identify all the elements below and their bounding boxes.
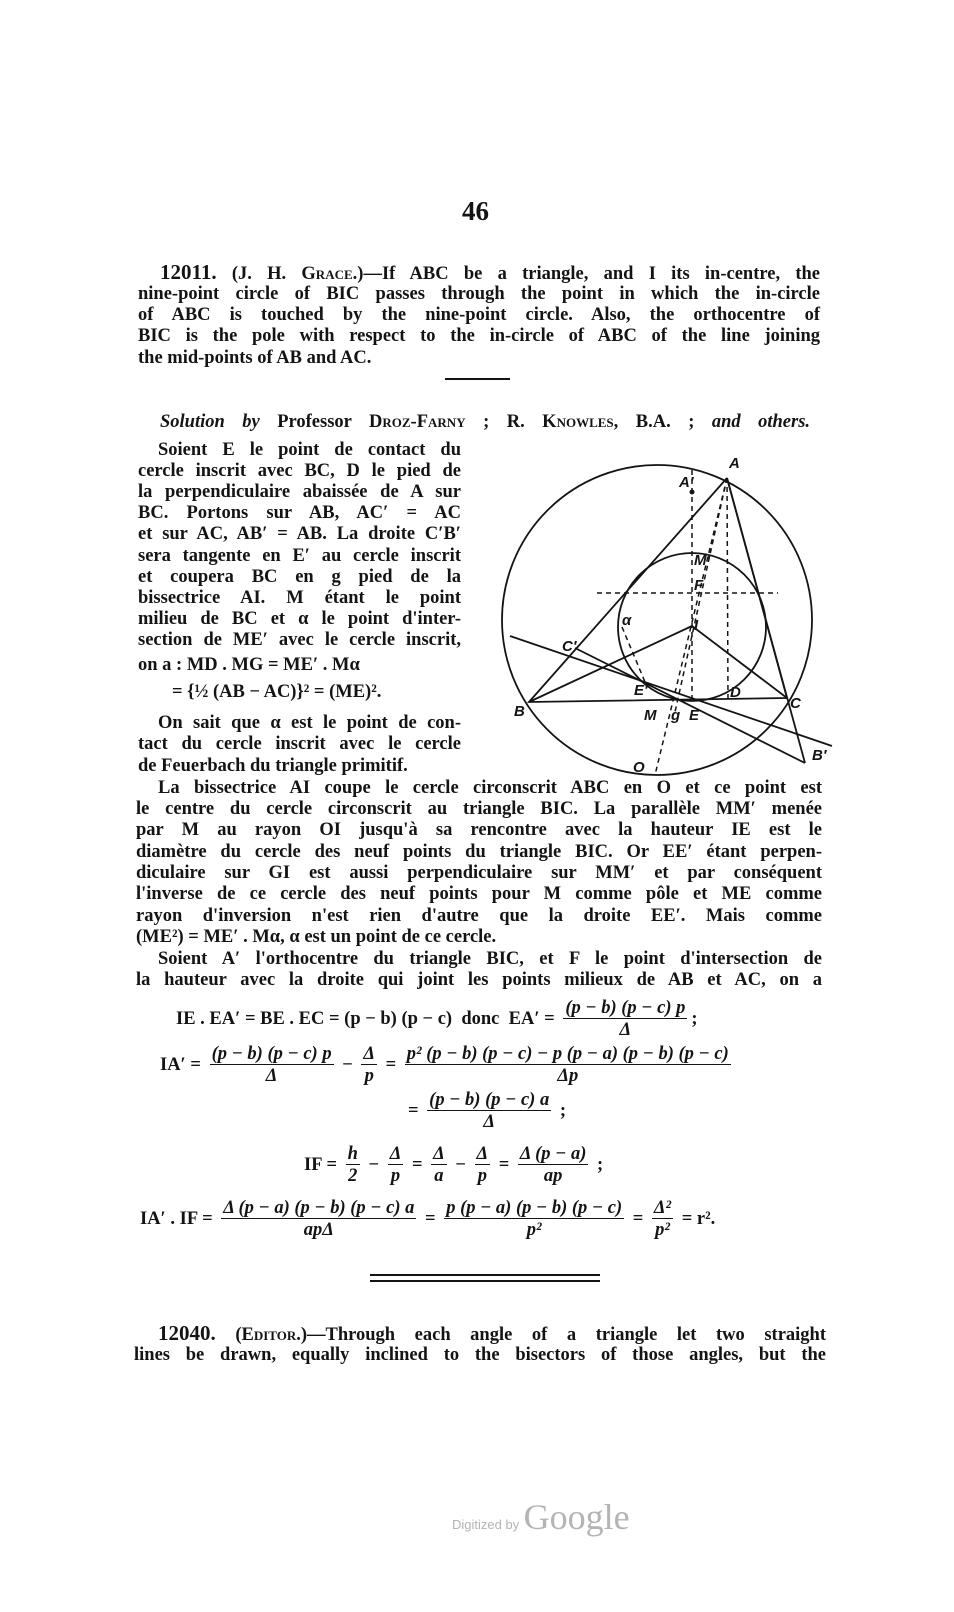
fraction — [427, 1090, 551, 1133]
question-12011-line-2: nine-point circle of BIC passes through the point in which the in-circle — [138, 284, 820, 304]
label-m-prime: M′ — [694, 552, 711, 569]
question-12011-line-5: the mid-points of AB and AC. — [138, 348, 372, 368]
left-line: tact du cercle inscrit avec le cercle — [138, 734, 461, 754]
fraction — [405, 1044, 731, 1087]
label-o: O — [633, 759, 645, 776]
eq-text: ; — [592, 1155, 604, 1175]
question-12011-line-4: BIC is the pole with respect to the in-circle of ABC of the line joining — [138, 326, 820, 346]
eq-text: ; — [555, 1101, 566, 1121]
label-alpha: α — [622, 612, 632, 629]
body-line: diamètre du cercle des neuf points du triangle BIC. Or EE′ étant perpen- — [136, 842, 822, 862]
equation-2 — [160, 1044, 735, 1087]
fraction — [563, 998, 687, 1041]
body-line: par M au rayon OI jusqu'à sa rencontre avec la hauteur IE est le — [136, 820, 822, 840]
numerator: (p − b) (p − c) p — [211, 1044, 332, 1064]
label-g: g — [671, 707, 681, 724]
body-line: le centre du cercle circonscrit au triangle BIC. La parallèle MM′ menée — [136, 799, 822, 819]
denominator: Δ — [619, 1020, 632, 1040]
label-b-prime: B′ — [812, 747, 827, 764]
eq-text: IE . EA′ = BE . EC = (p − b) (p − c) donc EA′ = — [176, 1009, 560, 1029]
numerator: (p − b) (p − c) a — [429, 1090, 550, 1110]
body-line: (ME²) = ME′ . Mα, α est un point de ce cercle. — [136, 927, 497, 947]
fraction — [210, 1044, 334, 1087]
question-12011-line-3: of ABC is touched by the nine-point circle. Also, the orthocentre of — [138, 305, 820, 325]
body-line: La bissectrice AI coupe le cercle circonscrit ABC en O et ce point est — [158, 778, 822, 798]
dashed-a-g — [675, 478, 727, 712]
fraction — [444, 1198, 624, 1241]
left-line: on a : MD . MG = ME′ . Mα — [138, 655, 360, 675]
fraction — [652, 1198, 673, 1241]
eq-text: = r². — [677, 1209, 716, 1229]
numerator: (p − b) (p − c) p — [565, 998, 686, 1018]
numerator: Δ² — [653, 1198, 672, 1218]
left-line: cercle inscrit avec BC, D le pied de — [138, 461, 461, 481]
eq-text: = — [494, 1155, 514, 1175]
denominator: a — [434, 1166, 444, 1186]
denominator: p — [477, 1166, 487, 1186]
equation-5 — [140, 1198, 715, 1241]
left-line: et coupera BC en g pied de la — [138, 567, 461, 587]
numerator: h — [347, 1144, 358, 1164]
left-line: On sait que α est le point de con- — [158, 713, 461, 733]
label-i: I — [694, 617, 699, 634]
eq-text: = — [408, 1101, 424, 1121]
solution-header — [160, 411, 810, 433]
body-line: la hauteur avec la droite qui joint les points milieux de AB et AC, on a — [136, 970, 822, 990]
question-12040-line-2: lines be drawn, equally inclined to the bisectors of those angles, but the — [134, 1345, 826, 1365]
digitized-text: Digitized by — [452, 1517, 520, 1532]
denominator: p² — [655, 1220, 670, 1240]
fraction — [431, 1144, 447, 1187]
question-text: —If ABC be a triangle, and I its in-centre, the — [363, 264, 821, 284]
denominator: Δp — [557, 1066, 579, 1086]
double-divider-bottom — [370, 1280, 600, 1282]
left-line: BC. Portons sur AB, AC′ = AC — [138, 503, 461, 523]
label-d: D — [730, 684, 741, 701]
left-line: milieu de BC et α le point d'inter- — [138, 609, 461, 629]
solver-2: R. Knowles — [506, 412, 614, 432]
fraction — [221, 1198, 416, 1241]
body-line: l'inverse de ce cercle des neuf points pour M comme pôle et ME comme — [136, 884, 822, 904]
eq-text: = — [381, 1055, 401, 1075]
fraction — [346, 1144, 360, 1187]
numerator: Δ — [476, 1144, 489, 1164]
question-number: 12040. — [158, 1321, 216, 1345]
numerator: Δ (p − a) — [519, 1144, 587, 1164]
question-number: 12011. — [160, 260, 217, 284]
eq-text: − — [363, 1155, 384, 1175]
question-author: (Editor.) — [235, 1325, 307, 1345]
left-line: la perpendiculaire abaissée de A sur — [138, 482, 461, 502]
body-line: diculaire sur GI est aussi perpendiculaire sur MM′ et par conséquent — [136, 863, 822, 883]
line-a-bprime — [727, 478, 805, 763]
label-a-prime: A′ — [679, 474, 694, 491]
tangent-line — [510, 636, 832, 746]
left-line: section de ME′ avec le cercle inscrit, — [138, 630, 461, 650]
denominator: p — [390, 1166, 401, 1186]
fraction — [361, 1044, 377, 1087]
solver-separator: ; — [483, 412, 490, 432]
denominator: apΔ — [303, 1220, 334, 1240]
question-12040-line-1 — [158, 1322, 826, 1344]
label-c: C — [790, 695, 801, 712]
question-author: (J. H. Grace.) — [231, 264, 364, 284]
denominator: 2 — [348, 1166, 358, 1186]
denominator: Δ — [265, 1066, 278, 1086]
solution-prof: Professor — [277, 412, 352, 432]
denominator: ap — [543, 1166, 563, 1186]
line-cprime-bprime — [575, 648, 805, 763]
fraction — [475, 1144, 491, 1187]
eq-text: − — [450, 1155, 471, 1175]
label-a: A — [729, 455, 740, 472]
eq-text: = — [407, 1155, 428, 1175]
eq-text: IA′ = — [160, 1055, 206, 1075]
label-m: M — [644, 707, 657, 724]
equation-3 — [408, 1090, 566, 1133]
left-line: sera tangente en E′ au cercle inscrit — [138, 546, 461, 566]
label-e-prime: E′ — [634, 682, 648, 699]
numerator: p (p − a) (p − b) (p − c) — [446, 1198, 623, 1218]
digitized-by-google-watermark — [452, 1496, 630, 1538]
page-number: 46 — [462, 196, 489, 226]
eq-text: IF = — [304, 1155, 342, 1175]
equation-4 — [304, 1144, 603, 1187]
left-line: et sur AC, AB′ = AB. La droite C′B′ — [138, 524, 461, 544]
denominator: Δ — [483, 1112, 495, 1132]
eq-text: = — [628, 1209, 648, 1229]
geometry-figure — [470, 440, 840, 776]
fraction — [518, 1144, 588, 1187]
numerator: Δ — [433, 1144, 445, 1164]
dashed-altitude-ad — [727, 478, 728, 700]
left-line: de Feuerbach du triangle primitif. — [138, 756, 408, 776]
left-line: = {½ (AB − AC)}² = (ME)². — [172, 682, 382, 702]
label-e: E — [689, 707, 700, 724]
eq-text: = — [420, 1209, 441, 1229]
label-c-prime: C′ — [562, 638, 577, 655]
numerator: Δ — [389, 1144, 402, 1164]
eq-text: − — [337, 1055, 358, 1075]
solution-others: and others. — [711, 412, 811, 432]
numerator: Δ — [363, 1044, 375, 1064]
left-line: bissectrice AI. M étant le point — [138, 588, 461, 608]
body-line: rayon d'inversion n'est rien d'autre que la droite EE′. Mais comme — [136, 906, 822, 926]
eq-text: ; — [691, 1009, 698, 1029]
label-f: F — [694, 577, 704, 594]
label-b: B — [514, 703, 525, 720]
solver-2-degree: , B.A. ; — [613, 412, 695, 432]
denominator: p² — [526, 1220, 542, 1240]
numerator: p² (p − b) (p − c) − p (p − a) (p − b) (p − c) — [406, 1044, 729, 1064]
solver-1: Droz-Farny — [369, 412, 466, 432]
question-text: —Through each angle of a triangle let two straight — [307, 1325, 826, 1345]
fraction — [388, 1144, 404, 1187]
equation-1 — [176, 998, 698, 1041]
double-divider-top — [370, 1274, 600, 1276]
short-divider — [445, 378, 510, 380]
question-12011-line-1 — [160, 261, 820, 283]
solution-by: Solution by — [160, 412, 260, 432]
eq-text: IA′ . IF = — [140, 1209, 218, 1229]
body-line: Soient A′ l'orthocentre du triangle BIC, et F le point d'intersection de — [158, 949, 822, 969]
numerator: Δ (p − a) (p − b) (p − c) a — [223, 1198, 415, 1218]
google-logo-text: Google — [523, 1497, 630, 1537]
left-line: Soient E le point de contact du — [158, 440, 461, 460]
denominator: p — [364, 1066, 374, 1086]
